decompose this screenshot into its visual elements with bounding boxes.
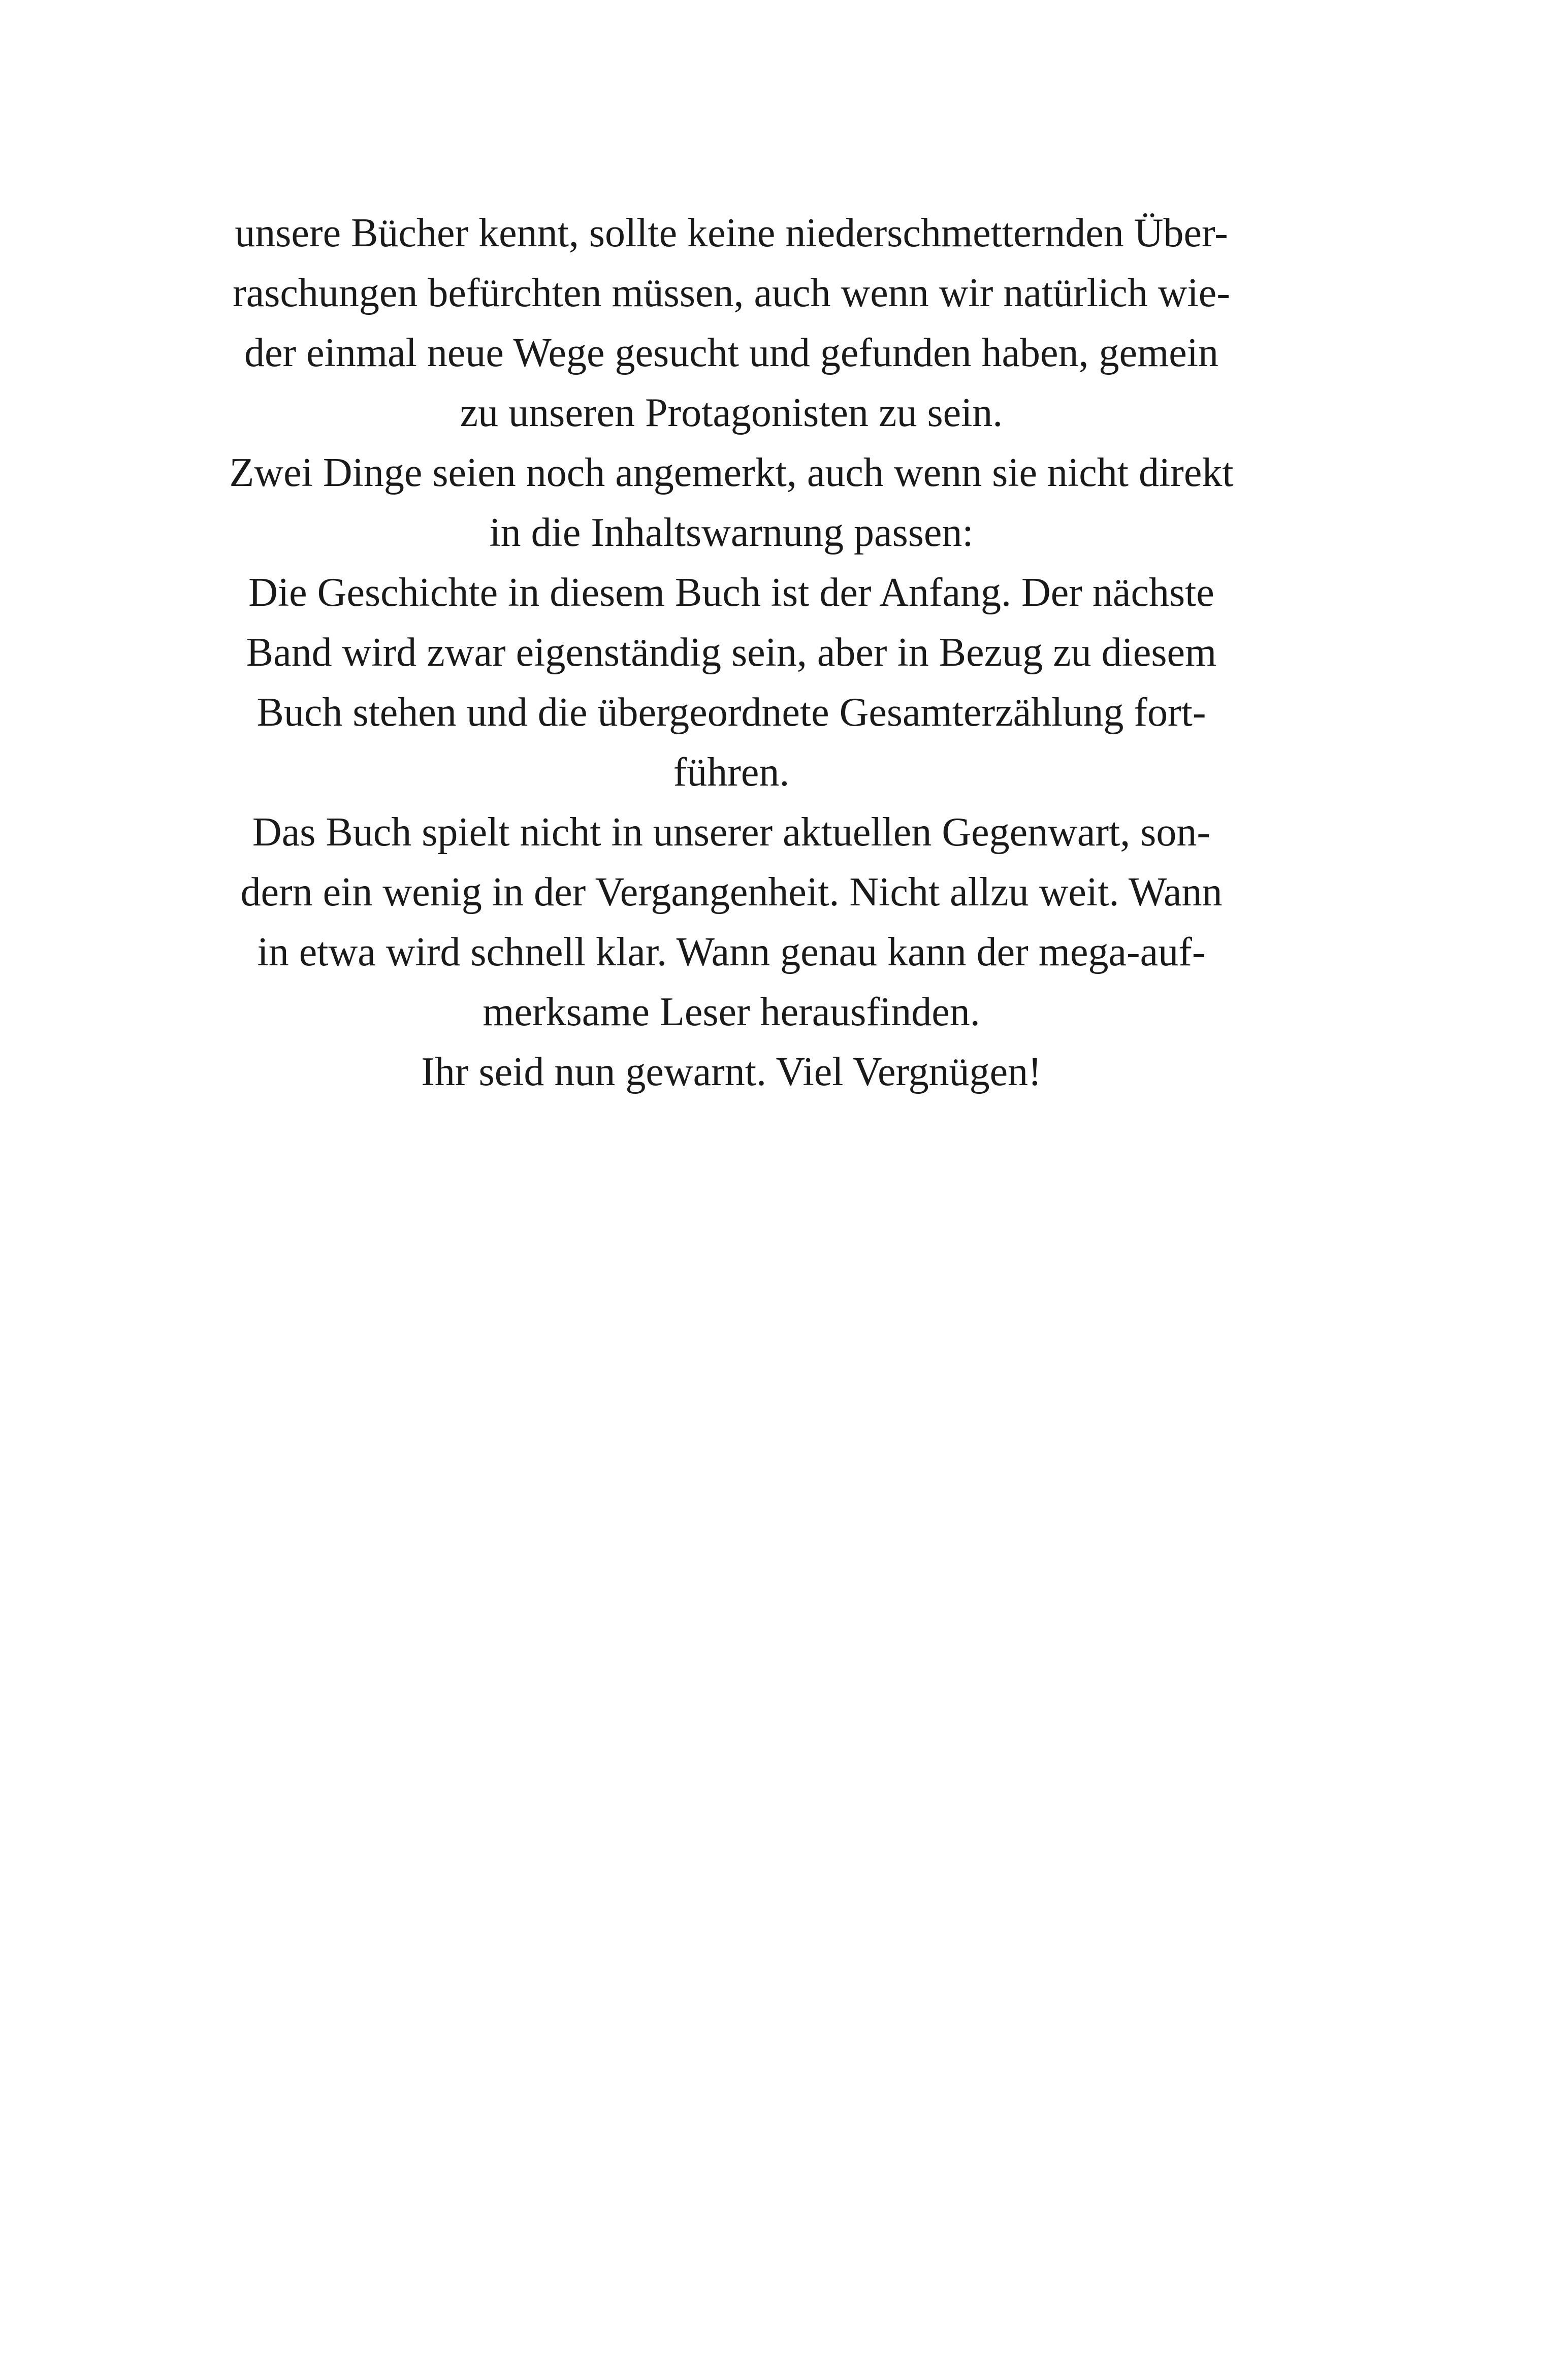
text-line: in die Inhaltswarnung passen: xyxy=(489,510,974,555)
text-line: Zwei Dinge seien noch angemerkt, auch wenn sie nicht direkt xyxy=(229,450,1234,495)
text-line: Band wird zwar eigenständig sein, aber in Bezug zu diesem xyxy=(246,630,1217,675)
text-line: Buch stehen und die übergeordnete Gesamterzählung fort- xyxy=(256,690,1206,735)
text-line: Das Buch spielt nicht in unserer aktuellen Gegenwart, son- xyxy=(252,810,1211,855)
text-line: raschungen befürchten müssen, auch wenn wir natürlich wie- xyxy=(233,271,1230,315)
text-line: führen. xyxy=(673,750,790,795)
text-line: in etwa wird schnell klar. Wann genau kann der mega-auf- xyxy=(257,930,1206,974)
text-line: der einmal neue Wege gesucht und gefunden haben, gemein xyxy=(244,331,1219,375)
page-text xyxy=(173,203,1290,1102)
text-line: Ihr seid nun gewarnt. Viel Vergnügen! xyxy=(421,1050,1042,1094)
text-line: unsere Bücher kennt, sollte keine niederschmetternden Über- xyxy=(235,211,1228,255)
text-line: dern ein wenig in der Vergangenheit. Nicht allzu weit. Wann xyxy=(240,870,1223,915)
text-line: zu unseren Protagonisten zu sein. xyxy=(460,390,1003,435)
text-line: merksame Leser herausfinden. xyxy=(483,990,980,1034)
text-line: Die Geschichte in diesem Buch ist der Anfang. Der nächste xyxy=(248,570,1214,615)
